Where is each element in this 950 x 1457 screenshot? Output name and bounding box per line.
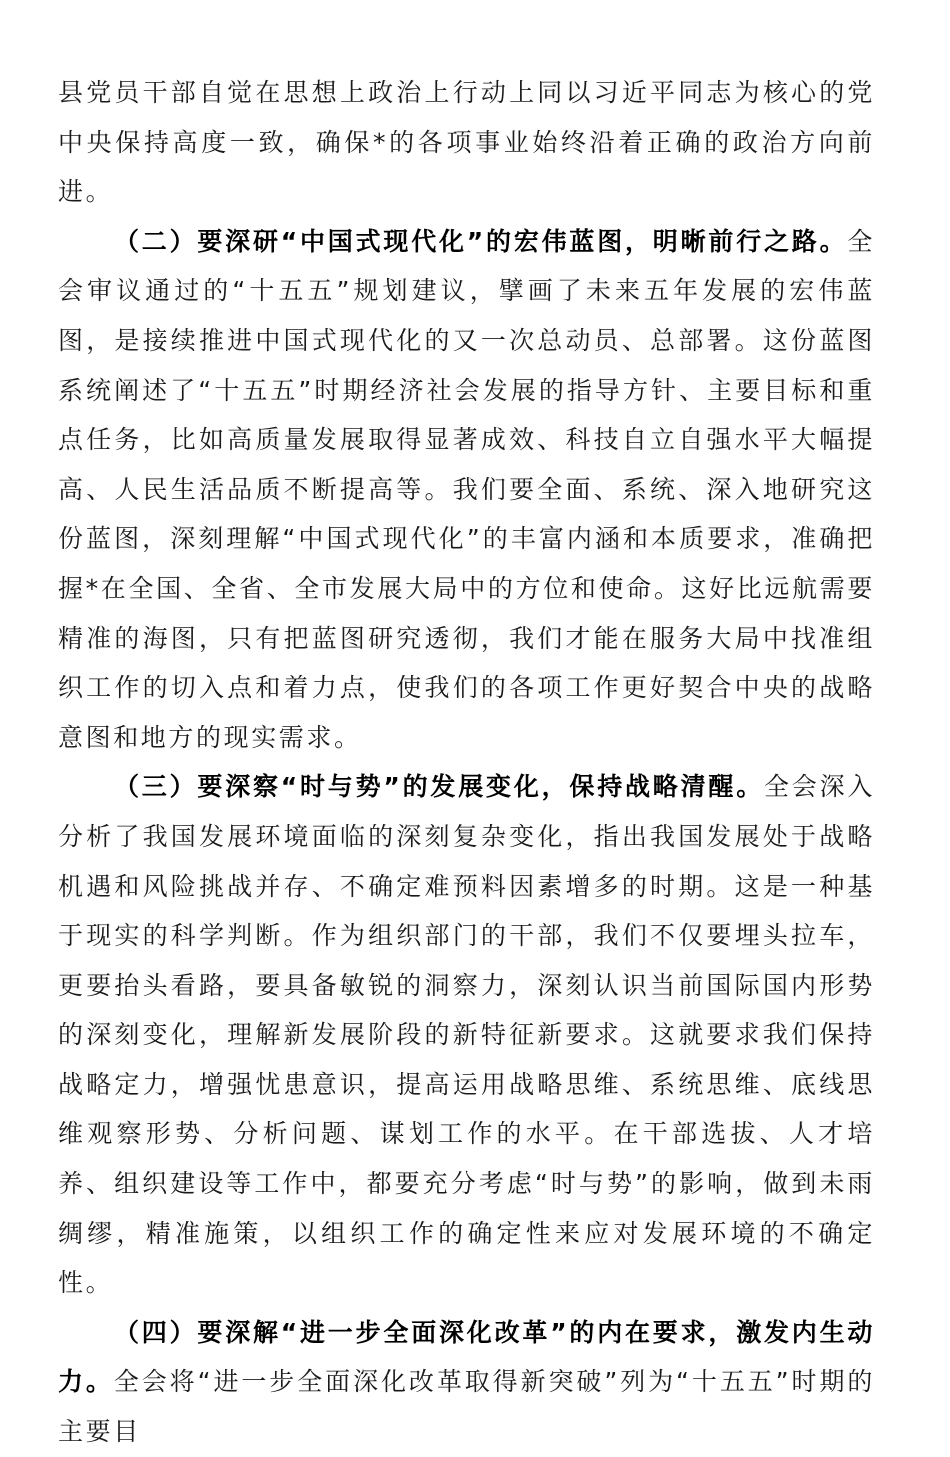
- paragraph-continuation: [58, 68, 875, 217]
- section-4-heading: （四）要深解“进一步全面深化改革”的内在要求，激发内生动力。: [58, 1317, 875, 1397]
- paragraph-body: 县党员干部自觉在思想上政治上行动上同以习近平同志为核心的党中央保持高度一致，确保*的各项事业始终沿着正确的政治方向前进。: [58, 78, 875, 207]
- paragraph-section-2: [58, 217, 875, 763]
- section-3-heading: （三）要深察“时与势”的发展变化，保持战略清醒。: [114, 772, 764, 802]
- section-4-body: 全会将“进一步全面深化改革取得新突破”列为“十五五”时期的主要目: [58, 1367, 875, 1447]
- section-3-body: 全会深入分析了我国发展环境面临的深刻复杂变化，指出我国发展处于战略机遇和风险挑战并存、不确定难预料因素增多的时期。这是一种基于现实的科学判断。作为组织部门的干部，我们不仅要埋头拉车，更要抬头看路，要具备敏锐的洞察力，深刻认识当前国际国内形势的深刻变化，理解新发展阶段的新特征新要求。这就要求我们保持战略定力，增强忧患意识，提高运用战略思维、系统思维、底线思维观察形势、分析问题、谋划工作的水平。在干部选拔、人才培养、组织建设等工作中，都要充分考虑“时与势”的影响，做到未雨绸缪，精准施策，以组织工作的确定性来应对发展环境的不确定性。: [58, 772, 875, 1298]
- section-2-heading: （二）要深研“中国式现代化”的宏伟蓝图，明晰前行之路。: [114, 226, 848, 256]
- paragraph-section-3: [58, 762, 875, 1308]
- section-2-body: 全会审议通过的“十五五”规划建议，擘画了未来五年发展的宏伟蓝图，是接续推进中国式现代化的又一次总动员、总部署。这份蓝图系统阐述了“十五五”时期经济社会发展的指导方针、主要目标和重点任务，比如高质量发展取得显著成效、科技自立自强水平大幅提高、人民生活品质不断提高等。我们要全面、系统、深入地研究这份蓝图，深刻理解“中国式现代化”的丰富内涵和本质要求，准确把握*在全国、全省、全市发展大局中的方位和使命。这好比远航需要精准的海图，只有把蓝图研究透彻，我们才能在服务大局中找准组织工作的切入点和着力点，使我们的各项工作更好契合中央的战略意图和地方的现实需求。: [58, 226, 875, 752]
- paragraph-section-4: [58, 1308, 875, 1457]
- document-page: [58, 68, 875, 1457]
